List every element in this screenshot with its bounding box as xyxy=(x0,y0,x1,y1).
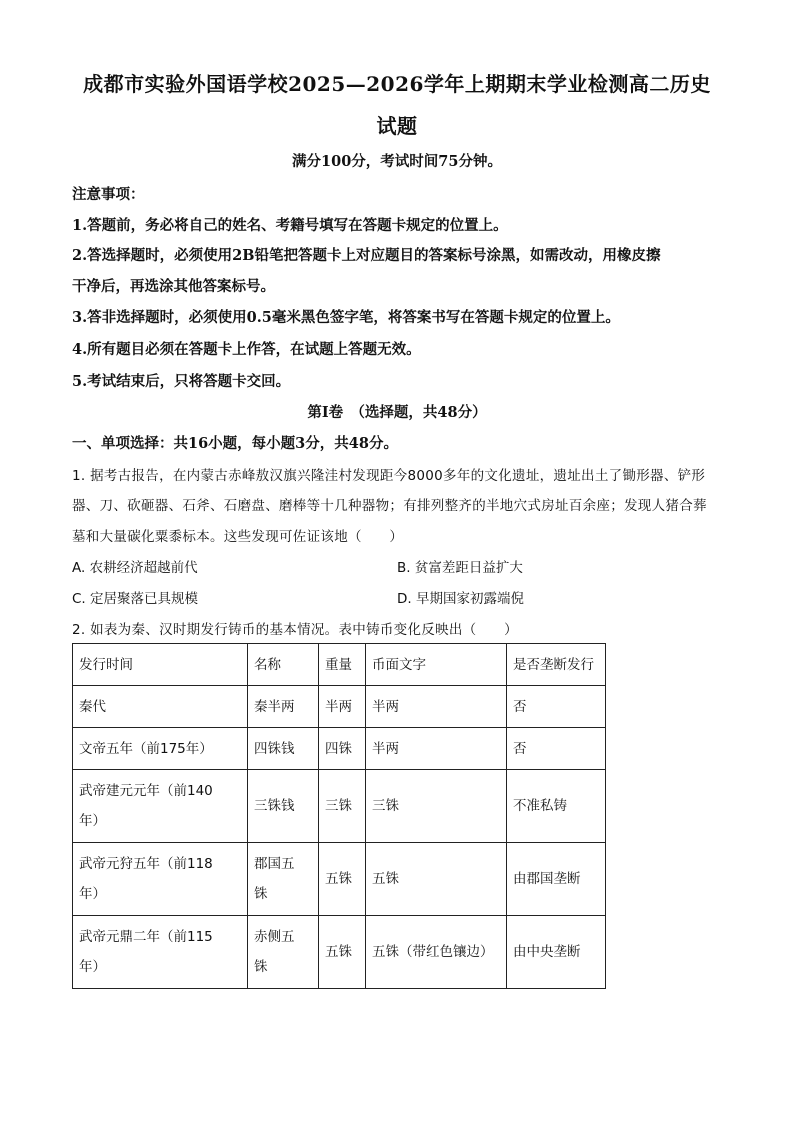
table-cell-line: 五铢 xyxy=(325,944,352,960)
table-header-cell: 重量 xyxy=(319,644,366,686)
table-cell-line: 铢 xyxy=(254,959,268,975)
table-cell-line: 五铢（带红色镶边） xyxy=(372,944,494,960)
table-cell-line: 半两 xyxy=(372,740,399,757)
table-cell xyxy=(507,916,606,989)
table-cell xyxy=(507,770,606,843)
table-cell-line: 三铢 xyxy=(325,798,352,814)
note-item: 3.答非选择题时，必须使用0.5毫米黑色签字笔，将答案书写在答题卡规定的位置上。 xyxy=(72,309,620,326)
table-cell-line: 五铢 xyxy=(372,871,399,887)
question-1-option-d: D. 早期国家初露端倪 xyxy=(397,591,524,607)
table-cell xyxy=(319,686,366,728)
table-cell-line: 铢 xyxy=(254,886,268,902)
section-title: 第Ⅰ卷 （选择题，共48分） xyxy=(307,404,487,421)
table-cell xyxy=(319,770,366,843)
exam-title-line2: 试题 xyxy=(376,114,418,138)
table-cell-line: 四铢 xyxy=(325,740,352,757)
note-item: 干净后，再选涂其他答案标号。 xyxy=(72,278,275,295)
table-cell-line: 秦代 xyxy=(79,698,106,715)
table-cell xyxy=(366,770,507,843)
table-cell xyxy=(366,728,507,770)
note-item: 2.答选择题时，必须使用2B铅笔把答题卡上对应题目的答案标号涂黑，如需改动，用橡皮擦 xyxy=(72,247,661,264)
table-cell-line: 否 xyxy=(513,740,527,757)
notes-heading: 注意事项： xyxy=(72,186,145,203)
table-cell-line: 武帝元鼎二年（前115 xyxy=(79,929,213,945)
table-cell xyxy=(507,686,606,728)
table-cell-line: 三铢钱 xyxy=(254,798,295,814)
table-cell xyxy=(366,916,507,989)
table-row xyxy=(73,728,606,770)
note-item: 4.所有题目必须在答题卡上作答，在试题上答题无效。 xyxy=(72,341,421,358)
table-row xyxy=(73,916,606,989)
exam-subtitle: 满分100分，考试时间75分钟。 xyxy=(292,153,502,170)
table-cell-line: 半两 xyxy=(372,698,399,715)
table-cell xyxy=(73,916,248,989)
table-cell xyxy=(507,728,606,770)
table-cell xyxy=(248,686,319,728)
table-cell xyxy=(248,770,319,843)
table-cell xyxy=(319,843,366,916)
table-cell-line: 赤侧五 xyxy=(254,929,295,945)
table-cell xyxy=(366,686,507,728)
note-item: 1.答题前，务必将自己的姓名、考籍号填写在答题卡规定的位置上。 xyxy=(72,217,508,234)
table-cell-line: 年） xyxy=(79,813,106,829)
table-cell xyxy=(319,916,366,989)
table-cell xyxy=(73,843,248,916)
note-item: 5.考试结束后，只将答题卡交回。 xyxy=(72,373,291,390)
table-cell-line: 否 xyxy=(513,698,527,715)
table-cell xyxy=(248,728,319,770)
question-1-line: 墓和大量碳化粟黍标本。这些发现可佐证该地（ ） xyxy=(72,529,404,545)
table-header-row xyxy=(73,644,606,686)
table-cell-line: 四铢钱 xyxy=(254,740,295,757)
table-header-cell: 发行时间 xyxy=(73,644,248,686)
table-cell xyxy=(366,843,507,916)
table-header-cell: 币面文字 xyxy=(366,644,507,686)
part-heading: 一、单项选择：共16小题，每小题3分，共48分。 xyxy=(72,435,398,452)
table-header-cell: 是否垄断发行 xyxy=(507,644,606,686)
table-cell xyxy=(73,728,248,770)
question-1-option-b: B. 贫富差距日益扩大 xyxy=(397,560,523,576)
question-1-option-c: C. 定居聚落已具规模 xyxy=(72,591,199,607)
question-2-stem: 2. 如表为秦、汉时期发行铸币的基本情况。表中铸币变化反映出（ ） xyxy=(72,622,518,638)
table-cell-line: 武帝建元元年（前140 xyxy=(79,783,213,799)
table-cell-line: 年） xyxy=(79,959,106,975)
coin-table xyxy=(72,643,606,989)
table-row xyxy=(73,843,606,916)
table-cell xyxy=(73,686,248,728)
table-cell-line: 由中央垄断 xyxy=(513,944,581,960)
table-cell xyxy=(507,843,606,916)
table-cell-line: 由郡国垄断 xyxy=(513,871,581,887)
question-1-line: 1. 据考古报告，在内蒙古赤峰敖汉旗兴隆洼村发现距今8000多年的文化遗址，遗址出土了锄形器、铲形 xyxy=(72,468,706,484)
table-cell-line: 武帝元狩五年（前118 xyxy=(79,856,213,872)
table-cell xyxy=(319,728,366,770)
table-cell xyxy=(248,916,319,989)
exam-title-line1: 成都市实验外国语学校2025—2026学年上期期末学业检测高二历史 xyxy=(83,72,711,96)
question-1-option-a: A. 农耕经济超越前代 xyxy=(72,560,198,576)
table-row xyxy=(73,770,606,843)
table-cell-line: 不准私铸 xyxy=(513,798,567,814)
table-cell-line: 郡国五 xyxy=(254,856,295,872)
table-cell xyxy=(248,843,319,916)
table-cell-line: 三铢 xyxy=(372,798,399,814)
table-cell-line: 半两 xyxy=(325,698,352,715)
table-row xyxy=(73,686,606,728)
table-cell-line: 五铢 xyxy=(325,871,352,887)
table-cell-line: 文帝五年（前175年） xyxy=(79,740,213,757)
table-cell-line: 秦半两 xyxy=(254,698,295,715)
table-cell-line: 年） xyxy=(79,886,106,902)
table-cell xyxy=(73,770,248,843)
table-header-cell: 名称 xyxy=(248,644,319,686)
question-1-line: 器、刀、砍砸器、石斧、石磨盘、磨棒等十几种器物；有排列整齐的半地穴式房址百余座；发现人猪合葬 xyxy=(72,498,707,514)
